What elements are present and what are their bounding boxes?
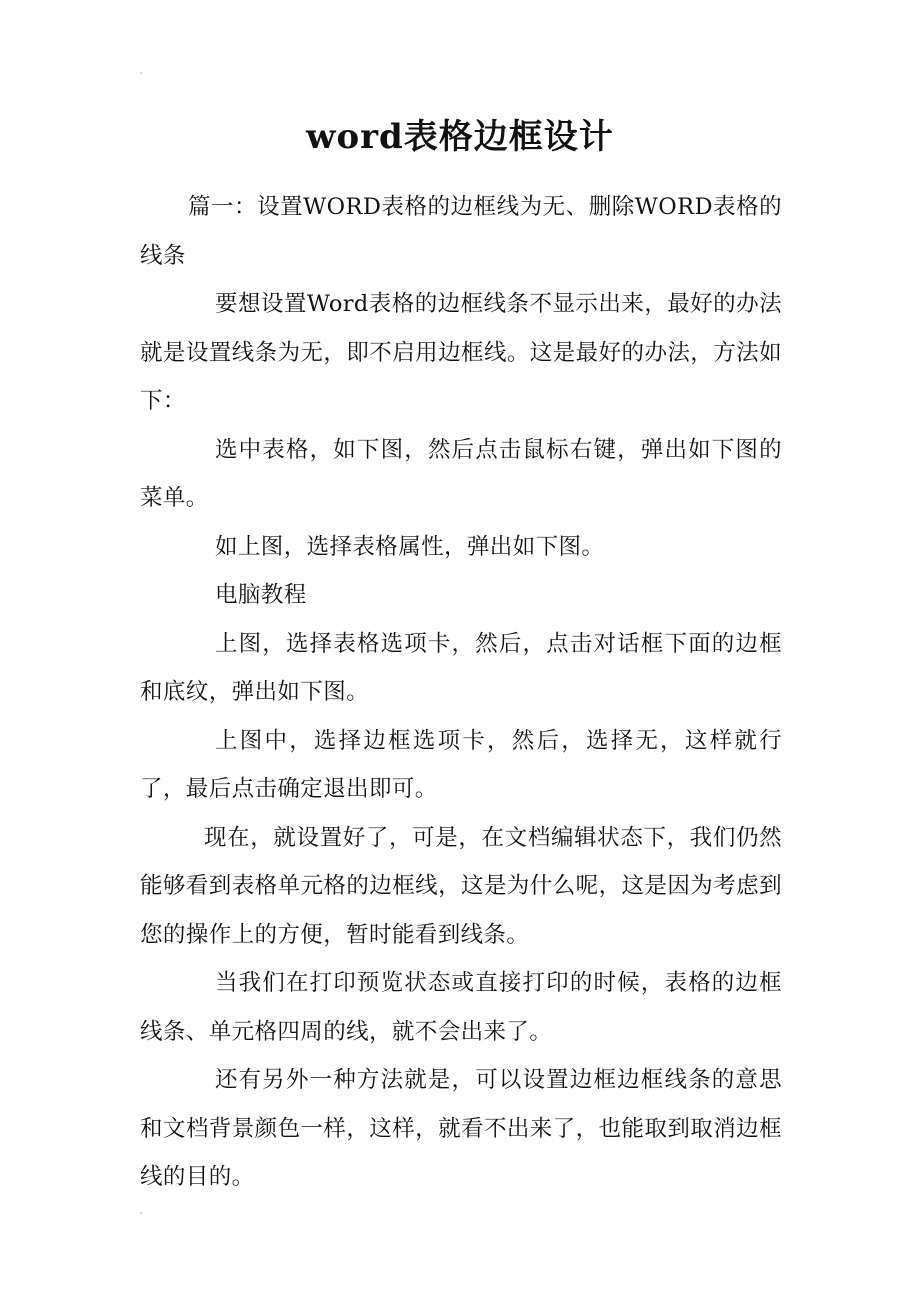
paragraph: 上图中，选择边框选项卡，然后，选择无，这样就行了，最后点击确定退出即可。	[140, 727, 782, 802]
document-title: word表格边框设计	[306, 117, 614, 157]
corner-mark-top	[140, 72, 142, 74]
paragraph: 篇一：设置WORD表格的边框线为无、删除WORD表格的线条	[140, 194, 782, 269]
paragraph: 上图，选择表格选项卡，然后，点击对话框下面的边框和底纹，弹出如下图。	[140, 630, 782, 705]
corner-mark-bottom	[140, 1212, 142, 1214]
paragraph: 还有另外一种方法就是，可以设置边框边框线条的意思和文档背景颜色一样，这样，就看不出来了，也能取到取消边框线的目的。	[140, 1067, 782, 1190]
paragraph: 电脑教程	[215, 582, 307, 608]
document-body	[140, 183, 782, 1202]
paragraph: 当我们在打印预览状态或直接打印的时候，表格的边框线条、单元格四周的线，就不会出来了。	[140, 970, 782, 1045]
paragraph: 如上图，选择表格属性，弹出如下图。	[215, 533, 605, 560]
paragraph: 现在，就设置好了，可是，在文档编辑状态下，我们仍然能够看到表格单元格的边框线，这是为什么呢，这是因为考虑到您的操作上的方便，暂时能看到线条。	[140, 824, 782, 948]
paragraph: 要想设置Word表格的边框线条不显示出来，最好的办法就是设置线条为无，即不启用边框线。这是最好的办法，方法如下：	[140, 291, 782, 414]
paragraph: 选中表格，如下图，然后点击鼠标右键，弹出如下图的菜单。	[140, 436, 782, 511]
